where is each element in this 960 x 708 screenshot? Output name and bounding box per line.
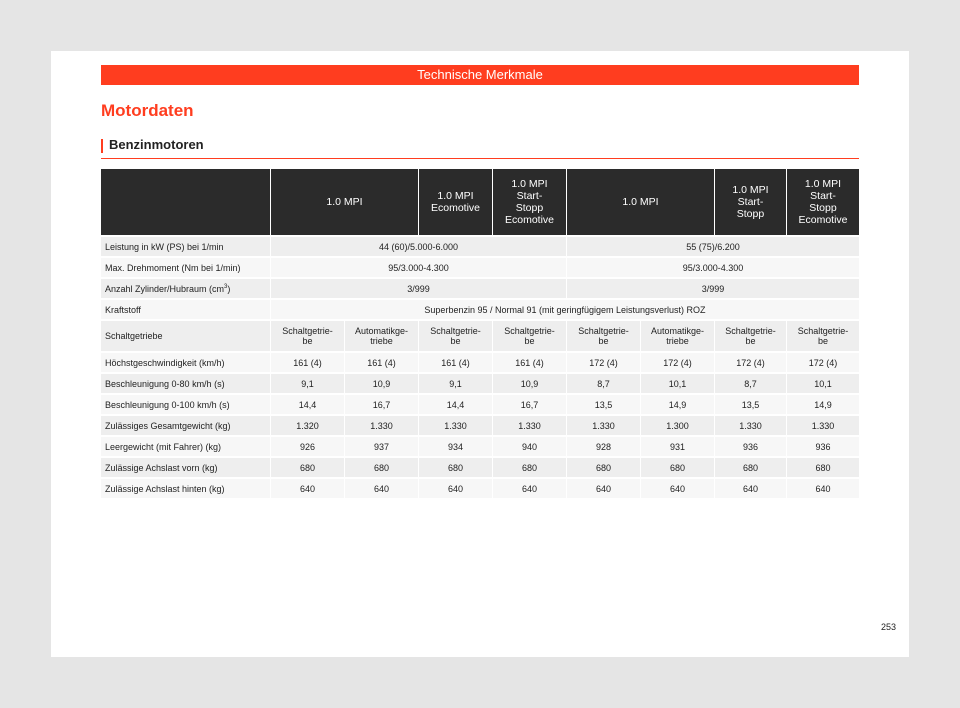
row-label: Leistung in kW (PS) bei 1/min [101, 235, 271, 256]
cell: 940 [493, 435, 567, 456]
table-row [101, 372, 859, 393]
cell: 9,1 [271, 372, 345, 393]
cell: 680 [493, 456, 567, 477]
row-label: Höchstgeschwindigkeit (km/h) [101, 351, 271, 372]
cell: 680 [641, 456, 715, 477]
cell: 926 [271, 435, 345, 456]
cell: 640 [419, 477, 493, 498]
table-row [101, 393, 859, 414]
cell: 161 (4) [345, 351, 419, 372]
subheading-marker [101, 139, 103, 153]
cell: 172 (4) [567, 351, 641, 372]
cell: Schaltgetrie- be [493, 319, 567, 351]
cell: 14,9 [787, 393, 859, 414]
row-label: Zulässiges Gesamtgewicht (kg) [101, 414, 271, 435]
cell: 640 [493, 477, 567, 498]
cell: 1.330 [567, 414, 641, 435]
col-header: 1.0 MPI Start- Stopp Ecomotive [787, 169, 859, 235]
cell: 14,4 [271, 393, 345, 414]
row-label: Zulässige Achslast hinten (kg) [101, 477, 271, 498]
cell: 10,9 [345, 372, 419, 393]
cell: 161 (4) [271, 351, 345, 372]
table-row [101, 414, 859, 435]
table-row [101, 256, 859, 277]
cell: 10,1 [641, 372, 715, 393]
col-header: 1.0 MPI Start- Stopp Ecomotive [493, 169, 567, 235]
row-label: Schaltgetriebe [101, 319, 271, 351]
cell: 1.330 [419, 414, 493, 435]
table-row [101, 298, 859, 319]
cell: 680 [567, 456, 641, 477]
cell: 9,1 [419, 372, 493, 393]
row-label [101, 277, 271, 298]
cell: 161 (4) [419, 351, 493, 372]
cell: 10,1 [787, 372, 859, 393]
cell: 8,7 [715, 372, 787, 393]
cell: 680 [715, 456, 787, 477]
cell: 1.300 [641, 414, 715, 435]
cell: 936 [787, 435, 859, 456]
section-title-bar: Technische Merkmale [101, 65, 859, 85]
cell: 680 [271, 456, 345, 477]
cell: 1.330 [787, 414, 859, 435]
cell: 10,9 [493, 372, 567, 393]
cell: Automatikge- triebe [641, 319, 715, 351]
cell: 55 (75)/6.200 [567, 235, 859, 256]
subheading: Benzinmotoren [109, 137, 204, 152]
engine-data-table [101, 169, 859, 498]
row-label: Leergewicht (mit Fahrer) (kg) [101, 435, 271, 456]
cell: 16,7 [493, 393, 567, 414]
table-row [101, 477, 859, 498]
col-header: 1.0 MPI Start- Stopp [715, 169, 787, 235]
cell: 680 [419, 456, 493, 477]
cell: 640 [567, 477, 641, 498]
row-label: Kraftstoff [101, 298, 271, 319]
cell: 44 (60)/5.000-6.000 [271, 235, 567, 256]
cell: 13,5 [715, 393, 787, 414]
col-header: 1.0 MPI Ecomotive [419, 169, 493, 235]
cell: 13,5 [567, 393, 641, 414]
table-row [101, 277, 859, 298]
cell: Automatikge- triebe [345, 319, 419, 351]
cell: 1.320 [271, 414, 345, 435]
cell: 640 [787, 477, 859, 498]
row-label: Zulässige Achslast vorn (kg) [101, 456, 271, 477]
table-row [101, 456, 859, 477]
row-label-text: Anzahl Zylinder/Hubraum (cm [105, 283, 225, 294]
row-label: Beschleunigung 0-80 km/h (s) [101, 372, 271, 393]
cell: 640 [715, 477, 787, 498]
cell: 640 [641, 477, 715, 498]
cell: 14,4 [419, 393, 493, 414]
cell: 680 [345, 456, 419, 477]
row-label: Beschleunigung 0-100 km/h (s) [101, 393, 271, 414]
cell: Schaltgetrie- be [715, 319, 787, 351]
row-label-sup: 3 [224, 283, 228, 290]
cell: Superbenzin 95 / Normal 91 (mit geringfügigem Leistungsverlust) ROZ [271, 298, 859, 319]
cell: 14,9 [641, 393, 715, 414]
cell: 95/3.000-4.300 [271, 256, 567, 277]
cell: 3/999 [271, 277, 567, 298]
cell: 95/3.000-4.300 [567, 256, 859, 277]
cell: Schaltgetrie- be [787, 319, 859, 351]
cell: 1.330 [715, 414, 787, 435]
cell: 931 [641, 435, 715, 456]
cell: 16,7 [345, 393, 419, 414]
header-blank [101, 169, 271, 235]
cell: 1.330 [493, 414, 567, 435]
subheading-row [101, 137, 859, 159]
page-heading: Motordaten [101, 101, 194, 120]
cell: 640 [345, 477, 419, 498]
table-row [101, 435, 859, 456]
cell: Schaltgetrie- be [567, 319, 641, 351]
cell: 8,7 [567, 372, 641, 393]
row-label: Max. Drehmoment (Nm bei 1/min) [101, 256, 271, 277]
cell: 936 [715, 435, 787, 456]
table-row [101, 319, 859, 351]
cell: Schaltgetrie- be [271, 319, 345, 351]
row-label-end: ) [227, 283, 231, 294]
page-number: 253 [880, 622, 896, 632]
cell: 928 [567, 435, 641, 456]
table-row [101, 235, 859, 256]
table-row [101, 351, 859, 372]
cell: 172 (4) [641, 351, 715, 372]
col-header: 1.0 MPI [271, 169, 419, 235]
cell: 934 [419, 435, 493, 456]
col-header: 1.0 MPI [567, 169, 715, 235]
cell: 1.330 [345, 414, 419, 435]
cell: 172 (4) [787, 351, 859, 372]
cell: 3/999 [567, 277, 859, 298]
cell: 680 [787, 456, 859, 477]
cell: 640 [271, 477, 345, 498]
cell: 172 (4) [715, 351, 787, 372]
cell: 161 (4) [493, 351, 567, 372]
manual-page [51, 51, 909, 657]
cell: Schaltgetrie- be [419, 319, 493, 351]
cell: 937 [345, 435, 419, 456]
